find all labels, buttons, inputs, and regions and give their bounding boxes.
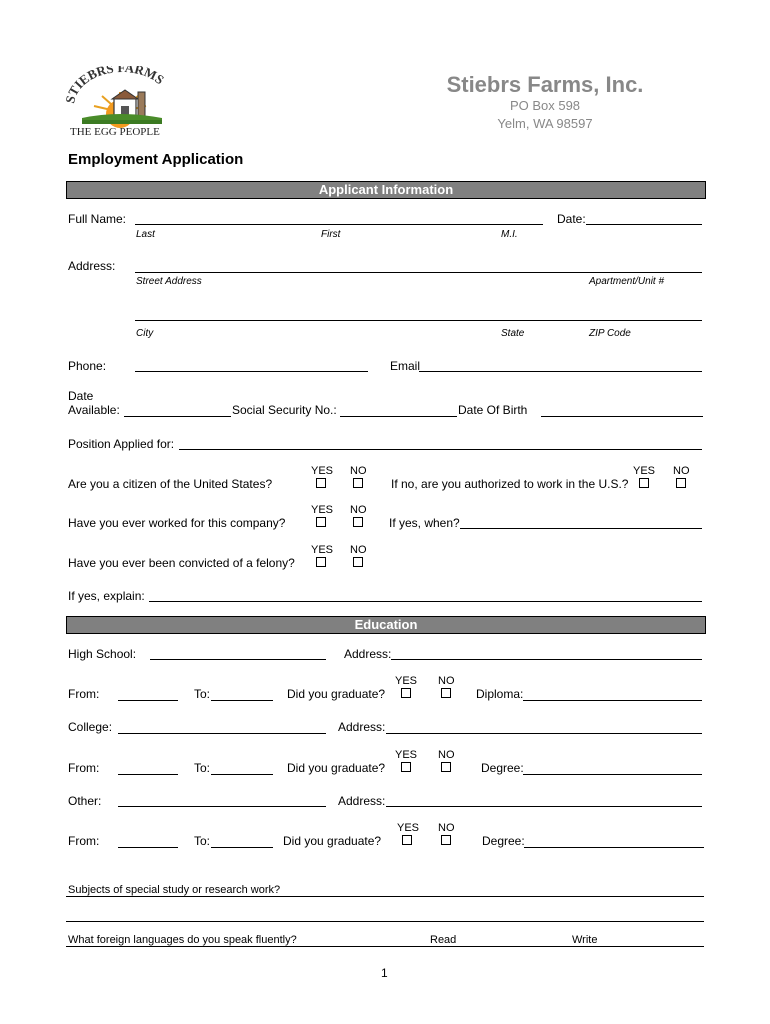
explain-field[interactable] [149, 601, 702, 602]
to-label: To: [194, 761, 211, 775]
no-label: NO [673, 465, 690, 477]
ssn-field[interactable] [340, 416, 457, 417]
date-field[interactable] [586, 224, 702, 225]
dob-label: Date Of Birth [458, 403, 528, 417]
full-name-label: Full Name: [68, 212, 127, 226]
other-address-field[interactable] [386, 806, 702, 807]
college-field[interactable] [118, 733, 326, 734]
degree-label: Degree: [482, 834, 525, 848]
other-graduate-no-checkbox[interactable] [441, 835, 451, 845]
college-graduate-no-checkbox[interactable] [441, 762, 451, 772]
phone-label: Phone: [68, 359, 107, 373]
page-number: 1 [381, 966, 388, 980]
state-sublabel: State [501, 328, 525, 339]
worked-question: Have you ever worked for this company? [68, 516, 286, 530]
address-label: Address: [68, 259, 116, 273]
email-field[interactable] [419, 371, 702, 372]
no-label: NO [350, 504, 367, 516]
to-label: To: [194, 687, 211, 701]
date-available-label-line1: Date [68, 389, 94, 403]
citizen-no-checkbox[interactable] [353, 478, 363, 488]
to-label: To: [194, 834, 211, 848]
section-applicant-information: Applicant Information [66, 181, 706, 199]
logo-tagline: THE EGG PEOPLE [70, 126, 160, 138]
graduate-label: Did you graduate? [287, 687, 386, 701]
degree-label: Degree: [481, 761, 524, 775]
form-title: Employment Application [68, 151, 244, 168]
read-label: Read [430, 934, 457, 946]
section-education: Education [66, 616, 706, 634]
college-degree-field[interactable] [523, 774, 702, 775]
authorized-yes-checkbox[interactable] [639, 478, 649, 488]
from-label: From: [68, 687, 100, 701]
no-label: NO [438, 749, 455, 761]
company-name: Stiebrs Farms, Inc. [446, 72, 644, 97]
other-degree-field[interactable] [524, 847, 704, 848]
no-label: NO [438, 822, 455, 834]
no-label: NO [438, 675, 455, 687]
yes-label: YES [397, 822, 420, 834]
yes-label: YES [311, 544, 334, 556]
write-label: Write [572, 934, 598, 946]
felony-no-checkbox[interactable] [353, 557, 363, 567]
other-to-field[interactable] [211, 847, 273, 848]
company-address-line1: PO Box 598 [509, 98, 581, 113]
position-label: Position Applied for: [68, 437, 175, 451]
hs-to-field[interactable] [211, 700, 273, 701]
high-school-address-label: Address: [344, 647, 392, 661]
company-logo [62, 66, 180, 140]
city-state-zip-field[interactable] [135, 320, 702, 321]
hs-graduate-yes-checkbox[interactable] [401, 688, 411, 698]
college-graduate-yes-checkbox[interactable] [401, 762, 411, 772]
explain-label: If yes, explain: [68, 589, 145, 603]
other-label: Other: [68, 794, 102, 808]
first-name-sublabel: First [321, 229, 341, 240]
high-school-label: High School: [68, 647, 137, 661]
yes-label: YES [395, 675, 418, 687]
yes-label: YES [311, 465, 334, 477]
authorized-no-checkbox[interactable] [676, 478, 686, 488]
no-label: NO [350, 544, 367, 556]
full-name-field[interactable] [135, 224, 543, 225]
email-label: Email [390, 359, 421, 373]
worked-no-checkbox[interactable] [353, 517, 363, 527]
logo-arc-text: STIEBRS FARMS [62, 66, 168, 105]
date-label: Date: [557, 212, 586, 226]
felony-question: Have you ever been convicted of a felony? [68, 556, 295, 570]
zip-sublabel: ZIP Code [589, 328, 631, 339]
graduate-label: Did you graduate? [287, 761, 386, 775]
apartment-sublabel: Apartment/Unit # [589, 276, 665, 287]
subjects-label: Subjects of special study or research work? [68, 884, 281, 896]
languages-label: What foreign languages do you speak fluently? [68, 934, 297, 946]
yes-label: YES [311, 504, 334, 516]
high-school-address-field[interactable] [391, 659, 702, 660]
other-field[interactable] [118, 806, 326, 807]
diploma-label: Diploma: [476, 687, 524, 701]
dob-field[interactable] [541, 416, 703, 417]
citizen-yes-checkbox[interactable] [316, 478, 326, 488]
mi-sublabel: M.I. [501, 229, 518, 240]
citizen-question: Are you a citizen of the United States? [68, 477, 273, 491]
when-field[interactable] [460, 528, 702, 529]
hs-graduate-no-checkbox[interactable] [441, 688, 451, 698]
company-address-line2: Yelm, WA 98597 [497, 116, 593, 131]
ssn-label: Social Security No.: [232, 403, 337, 417]
graduate-label: Did you graduate? [283, 834, 382, 848]
position-field[interactable] [179, 449, 702, 450]
street-address-sublabel: Street Address [136, 276, 202, 287]
other-address-label: Address: [338, 794, 386, 808]
no-label: NO [350, 465, 367, 477]
college-from-field[interactable] [118, 774, 178, 775]
date-available-label: Available: [68, 403, 120, 417]
city-sublabel: City [136, 328, 154, 339]
authorized-question: If no, are you authorized to work in the U.S.? [391, 477, 629, 491]
subjects-field-line2[interactable] [66, 921, 704, 922]
from-label: From: [68, 834, 100, 848]
college-address-label: Address: [338, 720, 386, 734]
other-from-field[interactable] [118, 847, 178, 848]
from-label: From: [68, 761, 100, 775]
felony-yes-checkbox[interactable] [316, 557, 326, 567]
when-label: If yes, when? [389, 516, 460, 530]
last-name-sublabel: Last [136, 229, 155, 240]
diploma-field[interactable] [523, 700, 702, 701]
other-graduate-yes-checkbox[interactable] [402, 835, 412, 845]
date-available-field[interactable] [124, 416, 231, 417]
college-to-field[interactable] [211, 774, 273, 775]
languages-field[interactable] [66, 946, 704, 947]
yes-label: YES [395, 749, 418, 761]
phone-field[interactable] [135, 371, 368, 372]
street-address-field[interactable] [135, 272, 702, 273]
yes-label: YES [633, 465, 656, 477]
hs-from-field[interactable] [118, 700, 178, 701]
college-address-field[interactable] [386, 733, 702, 734]
college-label: College: [68, 720, 113, 734]
high-school-field[interactable] [150, 659, 326, 660]
worked-yes-checkbox[interactable] [316, 517, 326, 527]
subjects-field[interactable] [66, 896, 704, 897]
